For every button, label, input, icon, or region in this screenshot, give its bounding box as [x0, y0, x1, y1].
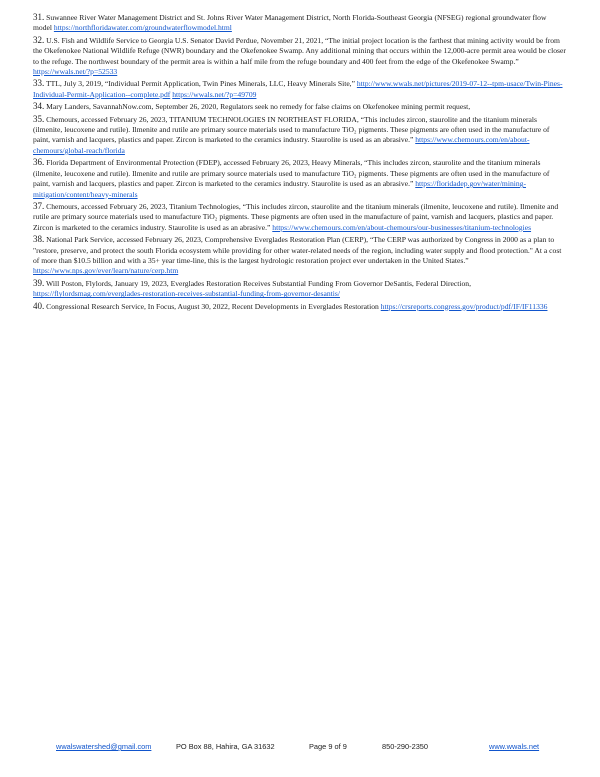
reference-link[interactable]: https://northfloridawater.com/groundwaterflowmodel.html [53, 23, 232, 33]
page-footer [0, 742, 600, 756]
reference-item [33, 35, 567, 78]
footer-website-link[interactable] [489, 742, 539, 751]
reference-item [33, 12, 567, 34]
footer-email-link[interactable] [56, 742, 151, 751]
reference-text: Will Poston, Flylords, January 19, 2023, Everglades Restoration Receives Substantial Funding From Governor DeSantis, Federal Direction, [46, 278, 471, 288]
reference-link[interactable]: https://wwals.net/?p=49709 [172, 89, 257, 99]
reference-text: Congressional Research Service, In Focus, August 30, 2022, Recent Developments in Everglades Restoration [46, 301, 381, 311]
reference-item [33, 234, 567, 277]
reference-number: 40. [33, 300, 45, 311]
reference-link[interactable]: https://www.nps.gov/ever/learn/nature/cerp.htm [33, 266, 179, 276]
reference-number: 38. [33, 234, 45, 245]
reference-number: 37. [33, 200, 45, 211]
footer-phone: 850-290-2350 [382, 742, 429, 751]
reference-item [33, 278, 567, 300]
reference-item [33, 101, 567, 112]
reference-text: Suwannee River Water Management District and St. Johns River Water Management District, North Florida-Southeast Georgia (NFSEG) regional groundwater flow model [33, 13, 547, 33]
reference-text: TTL, July 3, 2019, “Individual Permit Application, Twin Pines Minerals, LLC, Heavy Minerals Site,” [46, 79, 357, 89]
reference-link[interactable]: https://flylordsmag.com/everglades-restoration-receives-substantial-funding-from-governor-desantis/ [33, 289, 340, 299]
reference-number: 39. [33, 277, 45, 288]
reference-item [33, 301, 567, 312]
reference-link[interactable]: https://floridadep.gov/water/mining-mitigation/content/heavy-minerals [33, 179, 526, 199]
reference-item [33, 201, 567, 233]
reference-link[interactable]: https://crsreports.congress.gov/product/pdf/IF/IF11336 [380, 301, 548, 311]
reference-text: Chemours, accessed February 26, 2023, TITANIUM TECHNOLOGIES IN NORTHEAST FLORIDA, “This includes zircon, staurolite and the titanium minerals (ilmenite, leucoxene and rutile). Ilmenite and rutile are primary source materials used to manufacture TiO₂ pigments. These pigments are often used in the manufacture of paint, varnish and lacquers, plastics and paper. Zircon is marketed to the ceramics industry. Staurolite is used as an abrasive.” [33, 114, 550, 145]
footer-website[interactable]: www.wwals.net [489, 742, 540, 751]
reference-link[interactable]: https://www.chemours.com/en/about-chemours/global-reach/florida [33, 135, 530, 155]
reference-item [33, 78, 567, 100]
reference-link[interactable]: http://www.wwals.net/pictures/2019-07-12--tpm-usace/Twin-Pines-Individual-Permit-Application--complete.pdf [33, 79, 563, 99]
reference-number: 36. [33, 157, 45, 168]
reference-text: National Park Service, accessed February 26, 2023, Comprehensive Everglades Restoration Plan (CERP), “The CERP was authorized by Congress in 2000 as a plan to "restore, preserve, and protect the south Florida ecosystem while providing for other water-related needs of the region, including water supply and flood protection." At a cost of more than $10.5 billion and with a 35+ year time-line, this is the largest hydrologic restoration project ever undertaken in the United States.” [33, 235, 562, 265]
reference-text: Chemours, accessed February 26, 2023, Titanium Technologies, “This includes zircon, staurolite and the titanium minerals (ilmenite, leucoxene and rutile). Ilmenite and rutile are primary source materials used to manufacture TiO₂ pigments. These pigments are often used in the manufacture of paint, varnish and lacquers, plastics and paper. Zircon is marketed to the ceramics industry. Staurolite is used as an abrasive.” [33, 201, 559, 232]
references-list [33, 12, 567, 313]
footer-page-number: Page 9 of 9 [309, 742, 347, 751]
footer-address: PO Box 88, Hahira, GA 31632 [176, 742, 275, 751]
reference-number: 34. [33, 101, 45, 112]
reference-number: 35. [33, 113, 45, 124]
reference-text: Mary Landers, SavannahNow.com, September 26, 2020, Regulators seek no remedy for false claims on Okefenokee mining permit request, [46, 102, 471, 112]
reference-number: 31. [33, 12, 45, 22]
reference-item [33, 114, 567, 157]
reference-text: U.S. Fish and Wildlife Service to Georgia U.S. Senator David Perdue, November 21, 2021, “The initial project location is the farthest that mining activity would be from the Okefenokee National Wildlife Refuge (NWR) boundary and the Okefenokee Swamp. Any additional mining that occurs within the 12,000-acre permit area would be closer to the refuge. The northwest boundary of the permit area is within a half mile from the refuge boundary and 400 feet from the edge of the Okefenokee Swamp.” [33, 35, 566, 66]
reference-number: 33. [33, 78, 45, 89]
reference-text: Florida Department of Environmental Protection (FDEP), accessed February 26, 2023, Heavy Minerals, “This includes zircon, staurolite and the titanium minerals (ilmenite, leucoxene and rutile). Ilmenite and rutile are primary source materials used to manufacture TiO₂ pigments. These pigments are often used in the manufacture of paint, varnish and lacquers, plastics and paper. Zircon is marketed to the ceramics industry. Staurolite is used as an abrasive.” [33, 158, 550, 189]
reference-item [33, 157, 567, 200]
footer-email[interactable]: wwalswatershed@gmail.com [56, 742, 152, 751]
reference-link[interactable]: https://wwals.net/?p=52533 [33, 67, 118, 77]
reference-link[interactable]: https://www.chemours.com/en/about-chemours/our-businesses/titanium-technologies [272, 222, 532, 232]
reference-number: 32. [33, 34, 45, 45]
